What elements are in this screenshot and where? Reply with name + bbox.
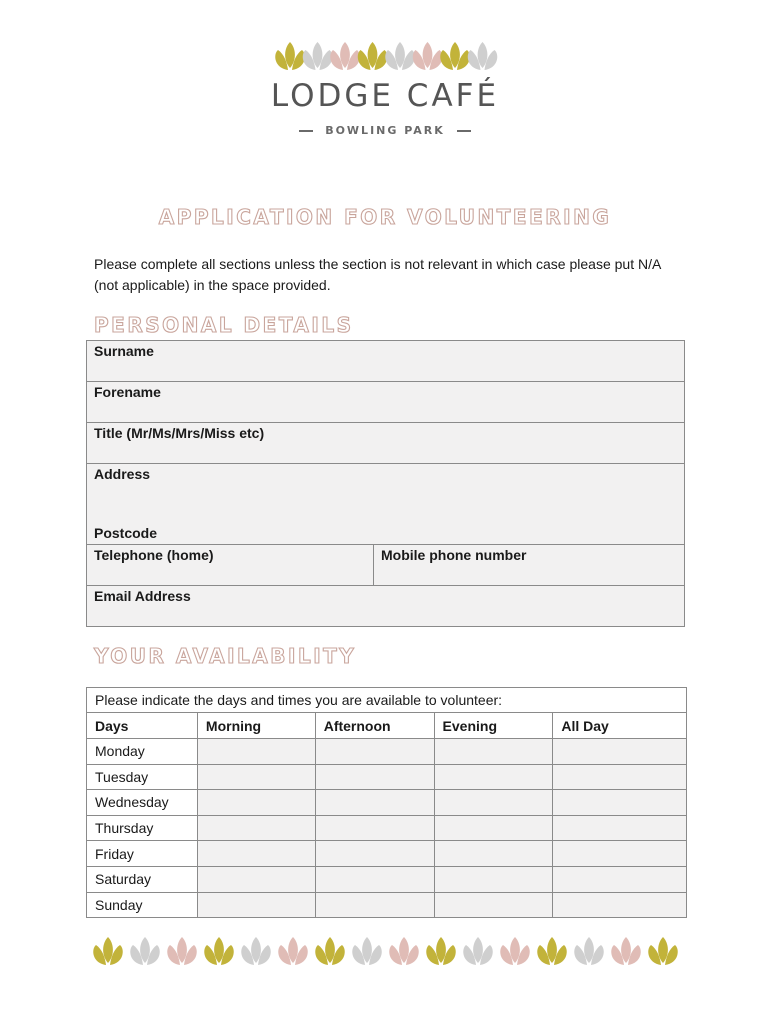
day-label: Tuesday (87, 764, 198, 790)
leaf-icon (278, 937, 307, 965)
telephone-label: Telephone (home) (94, 547, 214, 563)
leaf-icon (611, 937, 640, 965)
availability-cell[interactable] (315, 739, 434, 765)
availability-cell[interactable] (434, 866, 553, 892)
availability-cell[interactable] (434, 739, 553, 765)
surname-field[interactable] (87, 341, 684, 382)
availability-cell[interactable] (553, 866, 687, 892)
leaf-icon (537, 937, 566, 965)
availability-cell[interactable] (197, 815, 315, 841)
personal-details-heading: PERSONAL DETAILS (94, 313, 354, 337)
column-header: Evening (434, 713, 553, 739)
leaf-icon (574, 937, 603, 965)
leaf-icon (358, 42, 387, 70)
logo-subtitle: BOWLING PARK (0, 124, 770, 137)
leaf-icon (426, 937, 455, 965)
availability-heading: YOUR AVAILABILITY (94, 644, 357, 668)
availability-cell[interactable] (315, 892, 434, 918)
footer-leaves-icon (92, 935, 680, 969)
mobile-field[interactable] (374, 545, 684, 585)
column-header: All Day (553, 713, 687, 739)
day-label: Monday (87, 739, 198, 765)
leaf-icon (648, 937, 677, 965)
availability-cell[interactable] (197, 739, 315, 765)
leaf-icon (315, 937, 344, 965)
table-row (87, 866, 687, 892)
logo-title: LODGE CAFÉ (270, 78, 500, 114)
leaf-icon (463, 937, 492, 965)
address-label: Address (94, 466, 151, 482)
availability-cell[interactable] (197, 841, 315, 867)
availability-table (86, 687, 687, 918)
availability-cell[interactable] (553, 841, 687, 867)
leaf-icon (330, 42, 359, 70)
availability-cell[interactable] (197, 790, 315, 816)
leaf-icon (413, 42, 442, 70)
telephone-field[interactable] (87, 545, 373, 585)
leaf-icon (468, 42, 497, 70)
email-field[interactable] (87, 586, 684, 626)
phone-row (87, 545, 684, 586)
day-label: Sunday (87, 892, 198, 918)
leaf-icon (440, 42, 469, 70)
day-label: Wednesday (87, 790, 198, 816)
column-header: Days (87, 713, 198, 739)
table-row (87, 764, 687, 790)
leaf-icon (130, 937, 159, 965)
availability-cell[interactable] (197, 892, 315, 918)
table-row (87, 790, 687, 816)
availability-cell[interactable] (553, 739, 687, 765)
availability-cell[interactable] (197, 866, 315, 892)
phone-divider (373, 545, 374, 586)
mobile-label: Mobile phone number (381, 547, 527, 563)
availability-instruction: Please indicate the days and times you are available to volunteer: (87, 688, 687, 713)
leaf-icon (93, 937, 122, 965)
availability-cell[interactable] (434, 790, 553, 816)
availability-cell[interactable] (197, 764, 315, 790)
table-row (87, 892, 687, 918)
leaf-icon (385, 42, 414, 70)
title-field[interactable] (87, 423, 684, 464)
column-header: Afternoon (315, 713, 434, 739)
leaf-icon (303, 42, 332, 70)
column-header: Morning (197, 713, 315, 739)
leaf-icon (241, 937, 270, 965)
page-title: APPLICATION FOR VOLUNTEERING (158, 205, 612, 229)
day-label: Friday (87, 841, 198, 867)
postcode-label: Postcode (94, 525, 158, 541)
availability-cell[interactable] (434, 815, 553, 841)
table-row (87, 739, 687, 765)
email-label: Email Address (94, 588, 191, 604)
availability-cell[interactable] (553, 790, 687, 816)
personal-details-form (86, 340, 685, 627)
availability-cell[interactable] (315, 790, 434, 816)
day-label: Saturday (87, 866, 198, 892)
availability-cell[interactable] (434, 764, 553, 790)
forename-field[interactable] (87, 382, 684, 423)
availability-cell[interactable] (315, 764, 434, 790)
availability-cell[interactable] (315, 866, 434, 892)
leaf-icon (275, 42, 304, 70)
intro-text: Please complete all sections unless the section is not relevant in which case please put N/A (not applicable) in the space provided. (94, 256, 661, 293)
title-label: Title (Mr/Ms/Mrs/Miss etc) (94, 425, 265, 441)
day-label: Thursday (87, 815, 198, 841)
availability-cell[interactable] (434, 892, 553, 918)
availability-cell[interactable] (434, 841, 553, 867)
surname-label: Surname (94, 343, 154, 359)
leaf-icon (500, 937, 529, 965)
leaf-icon (352, 937, 381, 965)
leaf-icon (167, 937, 196, 965)
availability-cell[interactable] (553, 815, 687, 841)
leaf-icon (389, 937, 418, 965)
table-row (87, 815, 687, 841)
availability-cell[interactable] (553, 892, 687, 918)
leaf-icon (204, 937, 233, 965)
logo-leaves-icon (274, 40, 498, 74)
forename-label: Forename (94, 384, 161, 400)
table-row (87, 841, 687, 867)
address-field[interactable] (87, 464, 684, 545)
availability-cell[interactable] (315, 815, 434, 841)
availability-cell[interactable] (315, 841, 434, 867)
availability-cell[interactable] (553, 764, 687, 790)
